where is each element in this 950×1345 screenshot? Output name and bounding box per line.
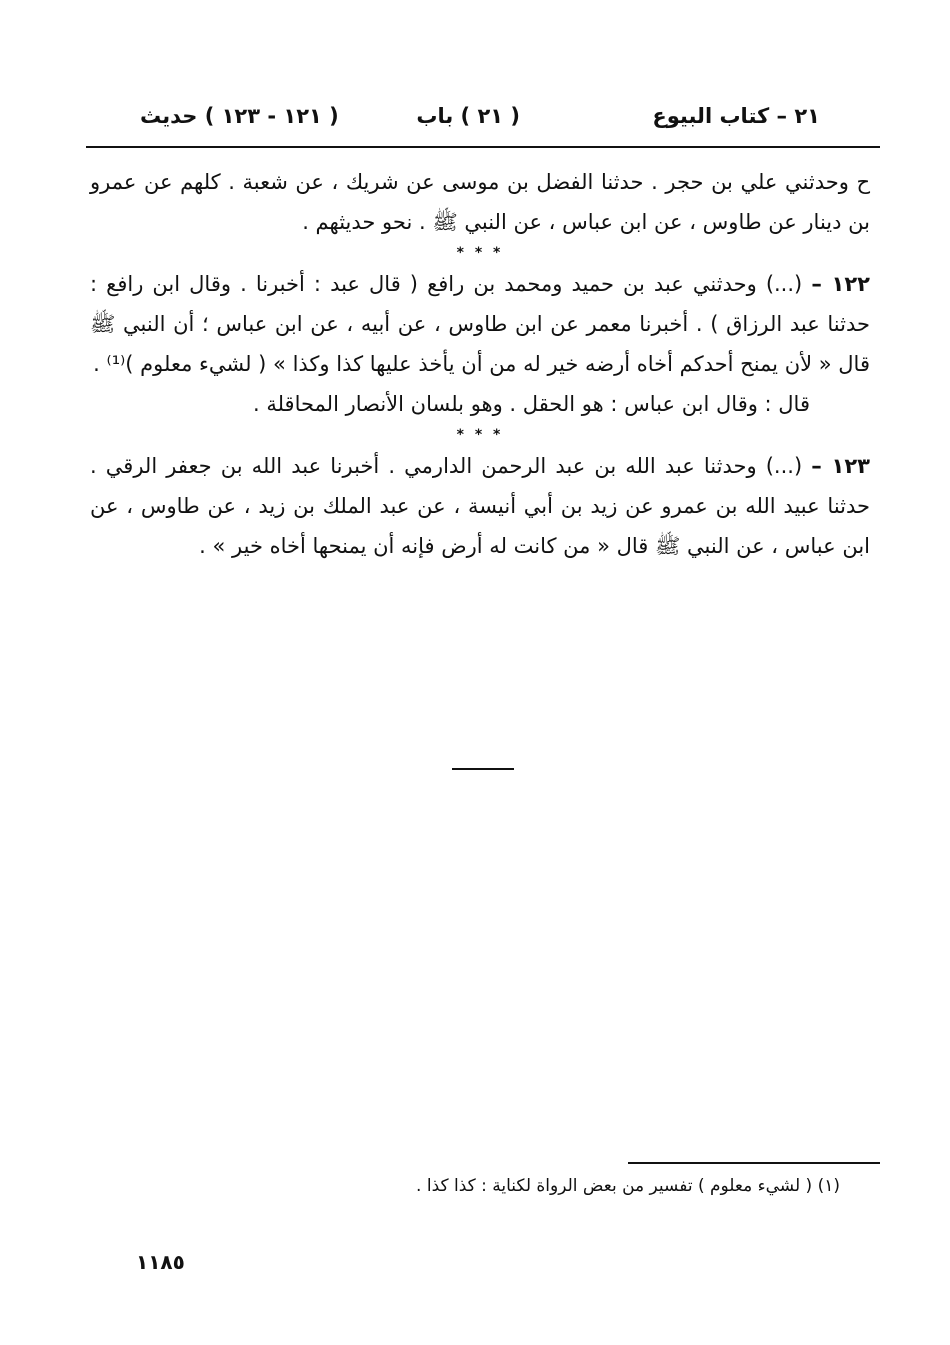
running-head [140, 104, 820, 144]
header-divider [86, 146, 880, 148]
hadith-number: ١٢٢ – [811, 272, 870, 296]
end-of-text-rule [452, 768, 514, 770]
section-separator: * * * [456, 427, 504, 443]
hadith-text: (...) وحدثنا عبد الله بن عبد الرحمن الدارمي . أخبرنا عبد الله بن جعفر الرقي . حدثنا عبيد الله بن عمرو عن زيد بن أبي أنيسة ، عن عبد الملك بن زيد ، عن طاوس ، عن ابن عباس ، عن النبي ﷺ قال « من كانت له أرض فإنه أن يمنحها أخاه خير » . [90, 454, 870, 558]
hadith-range: ( ١٢١ - ١٢٣ ) حديث [140, 104, 339, 128]
paragraph-commentary: قال : وقال ابن عباس : هو الحقل . وهو بلسان الأنصار المحاقلة . [252, 392, 810, 416]
hadith-text: (...) وحدثني عبد بن حميد ومحمد بن رافع ( قال عبد : أخبرنا . وقال ابن رافع : حدثنا عبد الرزاق ) . أخبرنا معمر عن ابن طاوس ، عن أبيه ، عن ابن عباس ؛ أن النبي ﷺ قال « لأن يمنح أحدكم أخاه أرضه خير له من أن يأخذ عليها كذا وكذا » ( لشيء معلوم )⁽¹⁾ . [90, 272, 870, 376]
section-separator: * * * [456, 245, 504, 261]
hadith-122 [90, 264, 870, 384]
paragraph-continuation: ح وحدثني علي بن حجر . حدثنا الفضل بن موسى عن شريك ، عن شعبة . كلهم عن عمرو بن دينار عن طاوس ، عن ابن عباس ، عن النبي ﷺ . نحو حديثهم . [90, 170, 870, 234]
hadith-number: ١٢٣ – [811, 454, 870, 478]
chapter-label: ( ٢١ ) باب [416, 104, 520, 128]
footnote-divider [628, 1162, 880, 1164]
page-number: ١١٨٥ [136, 1250, 185, 1274]
hadith-123 [90, 446, 870, 566]
main-text [90, 162, 870, 566]
footnote: (١) ( لشيء معلوم ) تفسير من بعض الرواة لكناية : كذا كذا . [416, 1176, 840, 1196]
book-title: ٢١ – كتاب البيوع [652, 104, 820, 128]
